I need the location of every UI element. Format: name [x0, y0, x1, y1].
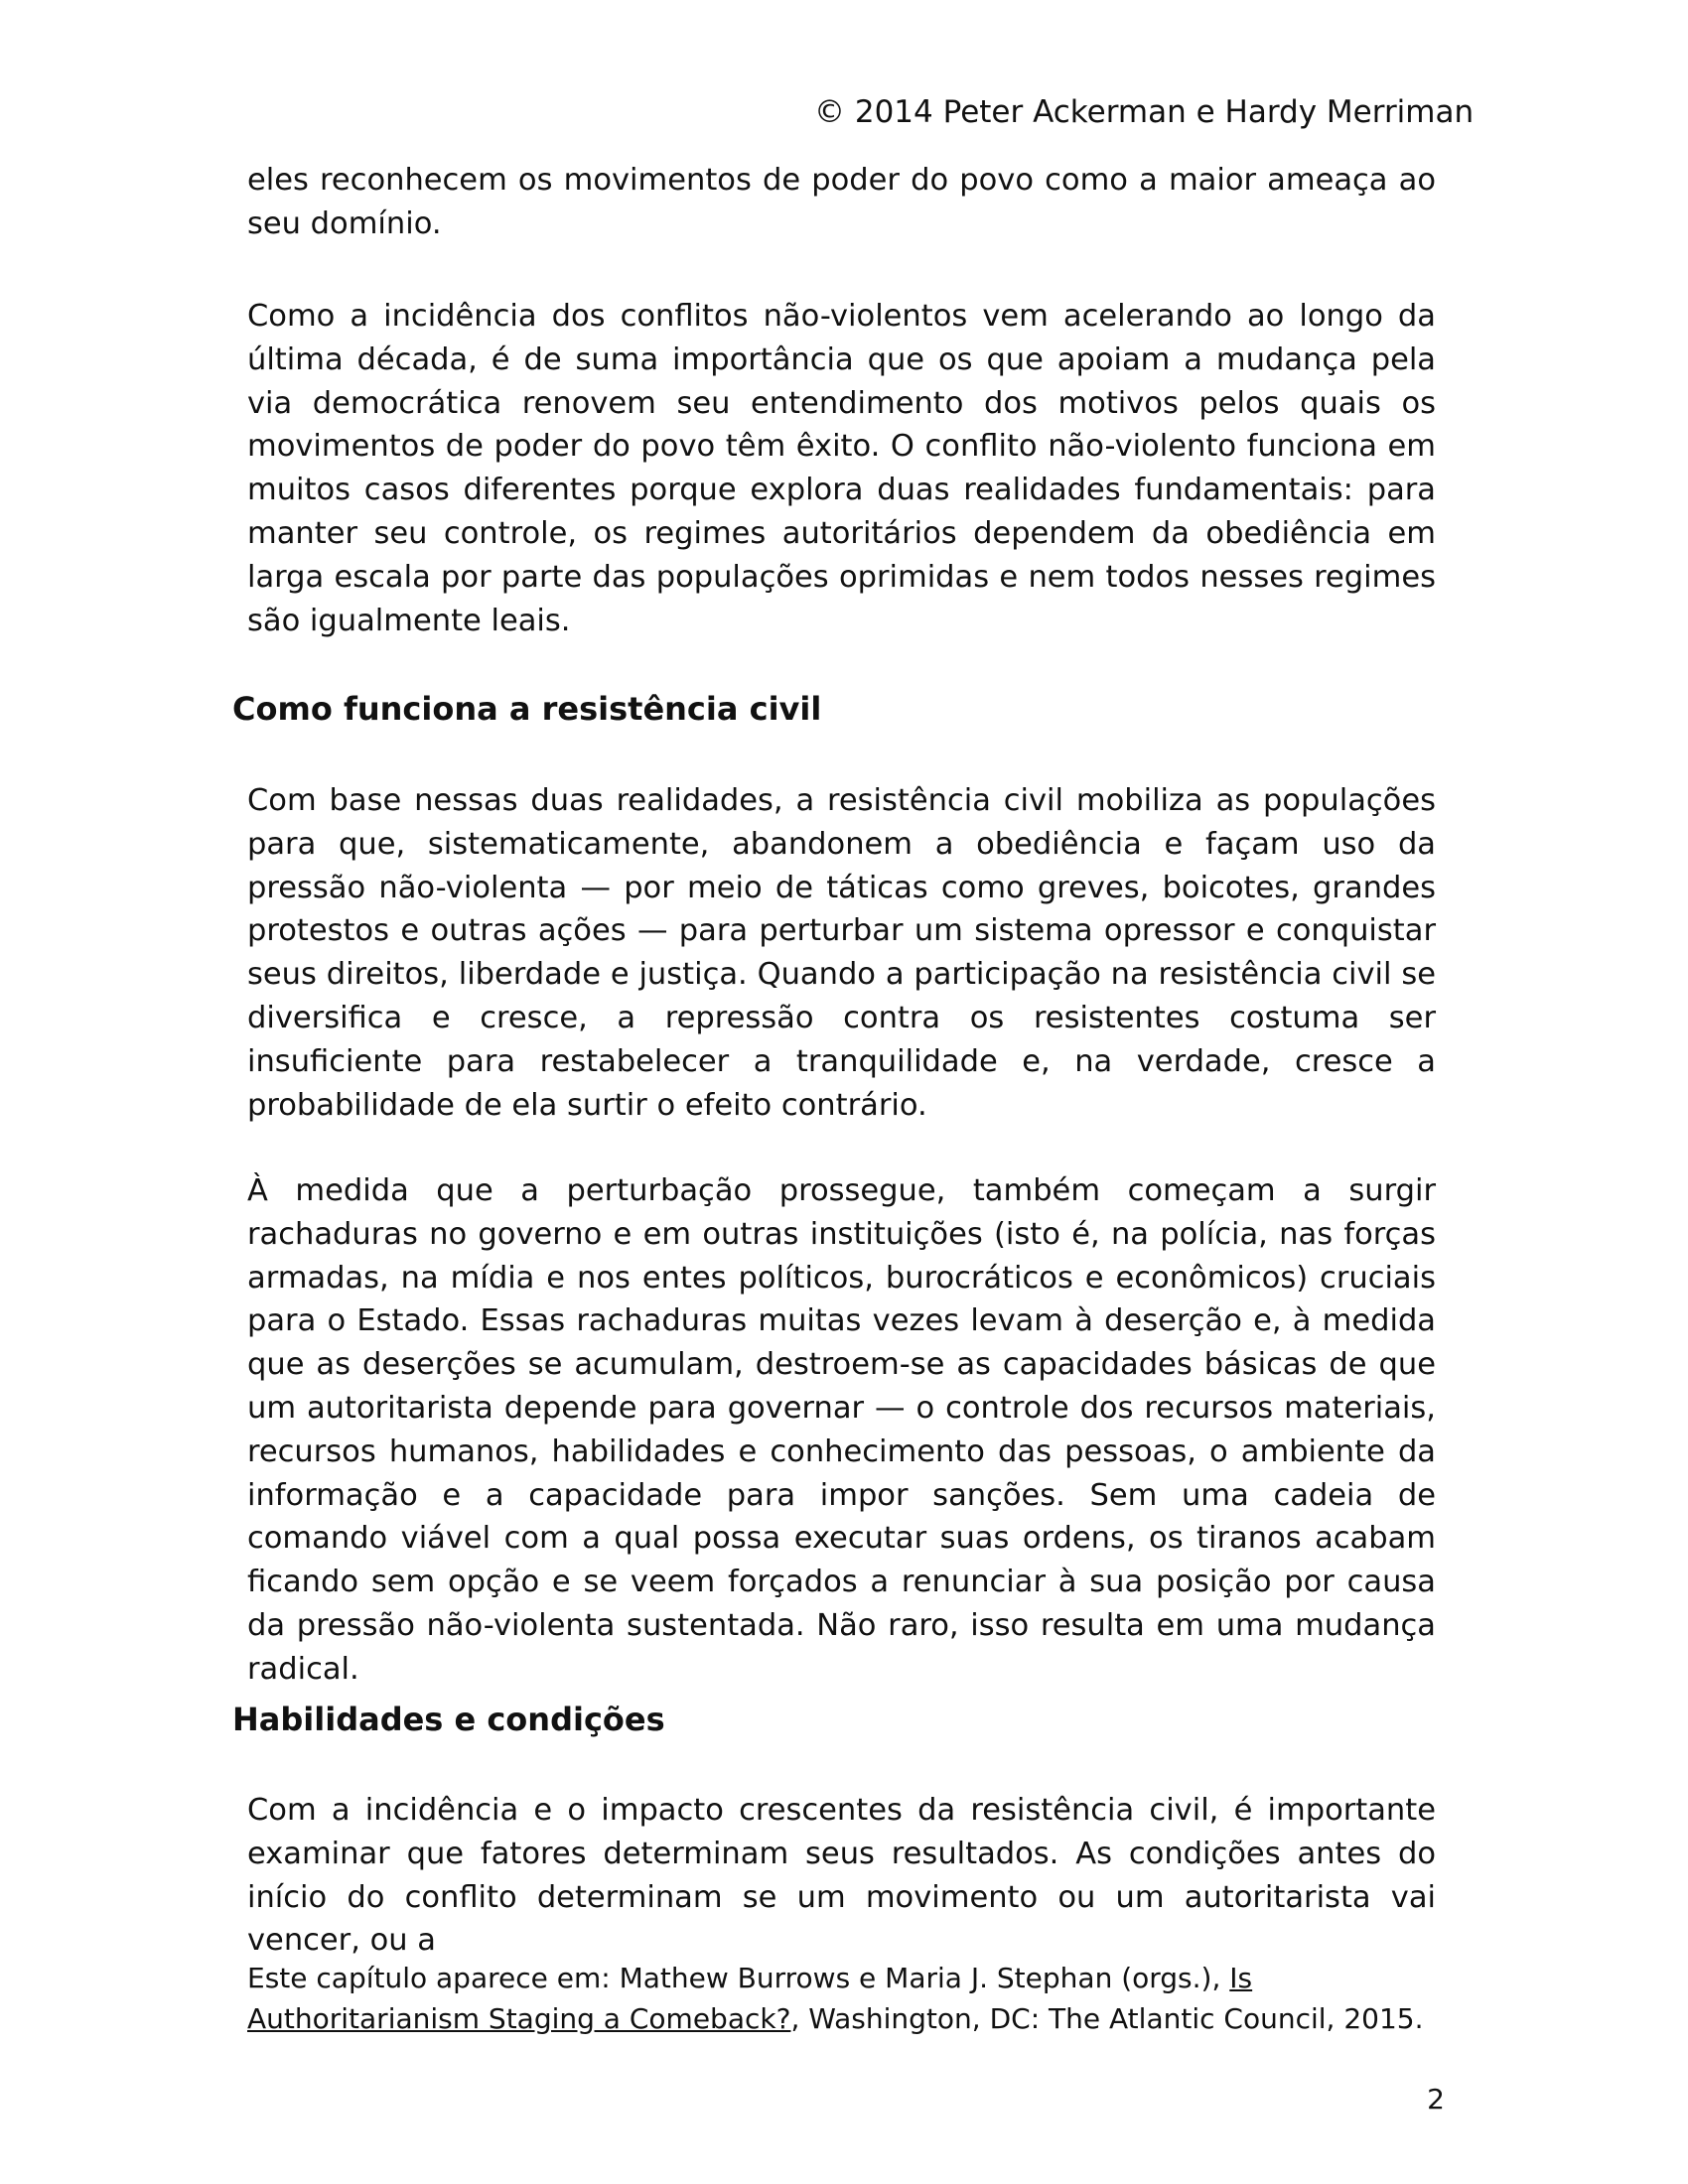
page-number: 2	[1427, 2083, 1445, 2116]
footnote	[247, 1958, 1439, 2039]
book-title-link[interactable]: Is Authoritarianism Staging a Comeback?	[247, 1962, 1253, 2035]
paragraph-continuation: eles reconhecem os movimentos de poder do povo como a maior ameaça ao seu domínio.	[247, 163, 1436, 241]
section-heading-civil-resistance: Como funciona a resistência civil	[232, 690, 822, 728]
paragraph-nonviolent-conflict: Como a incidência dos conflitos não-violentos vem acelerando ao longo da última década, é de suma importância que os que apoiam a mudança pela via democrática renovem seu entendimento dos motivos pelos quais os movimentos de poder do povo têm êxito. O conflito não-violento funciona em muitos casos diferentes porque explora duas realidades fundamentais: para manter seu controle, os regimes autoritários dependem da obediência em larga escala por parte das populações oprimidas e nem todos nesses regimes são igualmente leais.	[247, 299, 1436, 638]
paragraph-skills-conditions: Com a incidência e o impacto crescentes da resistência civil, é importante examinar que fatores determinam seus resultados. As condições antes do início do conflito determinam se um movimento ou um autoritarista vai vencer, ou a	[247, 1793, 1436, 1959]
copyright-header: © 2014 Peter Ackerman e Hardy Merriman	[814, 94, 1475, 130]
paragraph-civil-resistance: Com base nessas duas realidades, a resistência civil mobiliza as populações para que, sistematicamente, abandonem a obediência e façam uso da pressão não-violenta — por meio de táticas como greves, boicotes, grandes protestos e outras ações — para perturbar um sistema opressor e conquistar seus direitos, liberdade e justiça. Quando a participação na resistência civil se diversifica e cresce, a repressão contra os resistentes costuma ser insuficiente para restabelecer a tranquilidade e, na verdade, cresce a probabilidade de ela surtir o efeito contrário.	[247, 783, 1436, 1123]
paragraph-disruption: À medida que a perturbação prossegue, também começam a surgir rachaduras no governo e em outras instituições (isto é, na polícia, nas forças armadas, na mídia e nos entes políticos, burocráticos e econômicos) cruciais para o Estado. Essas rachaduras muitas vezes levam à deserção e, à medida que as deserções se acumulam, destroem-se as capacidades básicas de que um autoritarista depende para governar — o controle dos recursos materiais, recursos humanos, habilidades e conhecimento das pessoas, o ambiente da informação e a capacidade para impor sanções. Sem uma cadeia de comando viável com a qual possa executar suas ordens, os tiranos acabam ficando sem opção e se veem forçados a renunciar à sua posição por causa da pressão não-violenta sustentada. Não raro, isso resulta em uma mudança radical.	[247, 1173, 1436, 1687]
footnote-prefix: Este capítulo aparece em: Mathew Burrows e Maria J. Stephan (orgs.),	[247, 1962, 1230, 1994]
footnote-suffix: , Washington, DC: The Atlantic Council, 2015.	[790, 2002, 1424, 2035]
section-heading-skills-conditions: Habilidades e condições	[232, 1701, 665, 1738]
